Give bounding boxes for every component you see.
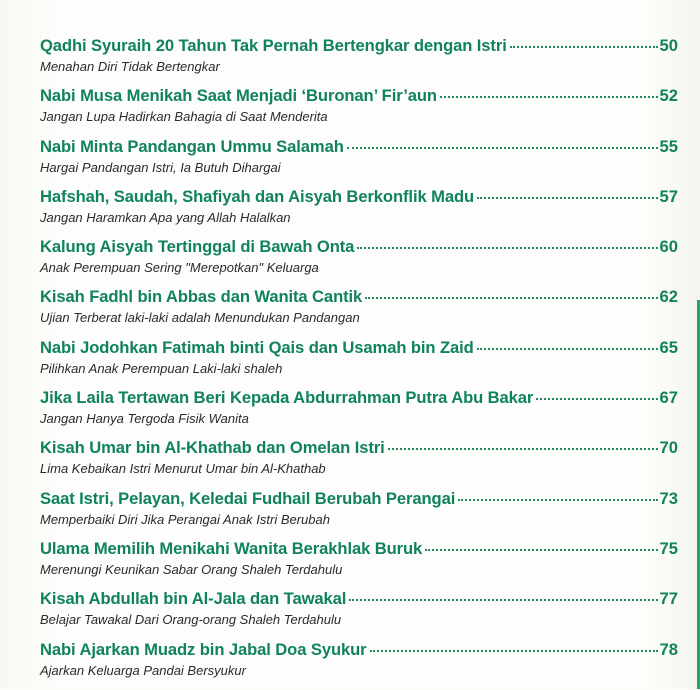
toc-page-number: 65 <box>659 337 678 357</box>
dot-leader <box>510 46 658 48</box>
toc-entry-subtitle: Belajar Tawakal Dari Orang-orang Shaleh Terdahulu <box>40 612 342 628</box>
toc-page-number: 77 <box>659 589 678 609</box>
toc-entry-row <box>40 187 678 208</box>
toc-entry-row <box>40 438 678 459</box>
toc-entry-row <box>40 640 678 661</box>
toc-entry-subtitle: Hargai Pandangan Istri, Ia Butuh Dihargai <box>40 159 281 175</box>
toc-entry <box>40 237 678 287</box>
toc-page-number: 67 <box>659 388 678 408</box>
dot-leader <box>388 448 658 450</box>
dot-leader <box>477 348 658 350</box>
toc-entry-title: Nabi Minta Pandangan Ummu Salamah <box>40 136 344 156</box>
toc-page-number: 75 <box>659 538 678 558</box>
toc-entry-subtitle: Menahan Diri Tidak Bertengkar <box>40 59 220 74</box>
toc-entry-subtitle: Anak Perempuan Sering "Merepotkan" Keluarga <box>40 260 319 276</box>
toc-entry-row <box>40 489 678 510</box>
toc-entry <box>40 539 678 589</box>
toc-entry-subtitle: Lima Kebaikan Istri Menurut Umar bin Al-Khathab <box>40 461 326 477</box>
toc-entry <box>40 438 678 488</box>
toc-page-number: 70 <box>659 438 678 458</box>
toc-entry-title: Kalung Aisyah Tertinggal di Bawah Onta <box>40 237 355 257</box>
toc-entry-title: Saat Istri, Pelayan, Keledai Fudhail Berubah Perangai <box>40 488 456 508</box>
dot-leader <box>458 499 657 501</box>
toc-entry <box>40 187 678 237</box>
dot-leader <box>440 96 658 98</box>
toc-entry-subtitle: Pilihkan Anak Perempuan Laki-laki shaleh <box>40 360 283 376</box>
toc-entry-row <box>40 589 678 610</box>
dot-leader <box>357 247 657 249</box>
toc-entry <box>40 640 678 690</box>
table-of-contents <box>40 36 678 690</box>
toc-entry <box>40 589 678 639</box>
dot-leader <box>425 549 657 551</box>
toc-page-number: 62 <box>659 287 678 307</box>
toc-entry-row <box>40 338 678 359</box>
toc-entry <box>40 338 678 388</box>
toc-page-number: 78 <box>659 639 678 659</box>
dot-leader <box>365 297 657 299</box>
toc-page-number: 57 <box>659 186 678 206</box>
toc-entry-subtitle: Jangan Hanya Tergoda Fisik Wanita <box>40 411 249 427</box>
toc-entry <box>40 36 678 86</box>
toc-page-number: 50 <box>659 36 678 55</box>
toc-entry-title: Nabi Ajarkan Muadz bin Jabal Doa Syukur <box>40 639 367 659</box>
toc-entry-subtitle: Jangan Haramkan Apa yang Allah Halalkan <box>40 209 291 225</box>
toc-page-number: 55 <box>659 136 678 156</box>
dot-leader <box>347 147 658 149</box>
toc-entry <box>40 86 678 136</box>
toc-page-number: 73 <box>659 488 678 508</box>
toc-entry <box>40 287 678 337</box>
dot-leader <box>349 599 657 601</box>
toc-entry-title: Ulama Memilih Menikahi Wanita Berakhlak Buruk <box>40 538 423 558</box>
toc-entry-title: Kisah Fadhl bin Abbas dan Wanita Cantik <box>40 287 363 307</box>
dot-leader <box>477 197 658 199</box>
toc-entry-title: Hafshah, Saudah, Shafiyah dan Aisyah Berkonflik Madu <box>40 186 475 206</box>
toc-entry-title: Nabi Musa Menikah Saat Menjadi ‘Buronan’ Fir’aun <box>40 86 437 106</box>
toc-entry-subtitle: Memperbaiki Diri Jika Perangai Anak Istri Berubah <box>40 511 330 527</box>
toc-entry <box>40 137 678 187</box>
toc-entry-row <box>40 539 678 560</box>
dot-leader <box>370 650 658 652</box>
toc-entry-subtitle: Ajarkan Keluarga Pandai Bersyukur <box>40 662 246 678</box>
toc-entry <box>40 489 678 539</box>
toc-entry-row <box>40 36 678 57</box>
toc-entry-row <box>40 137 678 158</box>
toc-page-number: 52 <box>659 86 678 106</box>
toc-entry-subtitle: Ujian Terberat laki-laki adalah Menundukan Pandangan <box>40 310 360 326</box>
toc-entry-subtitle: Merenungi Keunikan Sabar Orang Shaleh Terdahulu <box>40 561 343 577</box>
toc-entry-title: Kisah Umar bin Al-Khathab dan Omelan Istri <box>40 438 385 458</box>
toc-entry-row <box>40 237 678 258</box>
toc-entry-subtitle: Jangan Lupa Hadirkan Bahagia di Saat Menderita <box>40 109 328 125</box>
dot-leader <box>536 398 657 400</box>
toc-page-number: 60 <box>659 237 678 257</box>
toc-entry-row <box>40 86 678 107</box>
toc-entry-title: Kisah Abdullah bin Al-Jala dan Tawakal <box>40 589 347 609</box>
toc-entry-title: Jika Laila Tertawan Beri Kepada Abdurrahman Putra Abu Bakar <box>40 388 534 408</box>
toc-entry-title: Qadhi Syuraih 20 Tahun Tak Pernah Bertengkar dengan Istri <box>40 36 507 55</box>
toc-entry-title: Nabi Jodohkan Fatimah binti Qais dan Usamah bin Zaid <box>40 337 474 357</box>
toc-entry <box>40 388 678 438</box>
toc-entry-row <box>40 388 678 409</box>
toc-entry-row <box>40 287 678 308</box>
